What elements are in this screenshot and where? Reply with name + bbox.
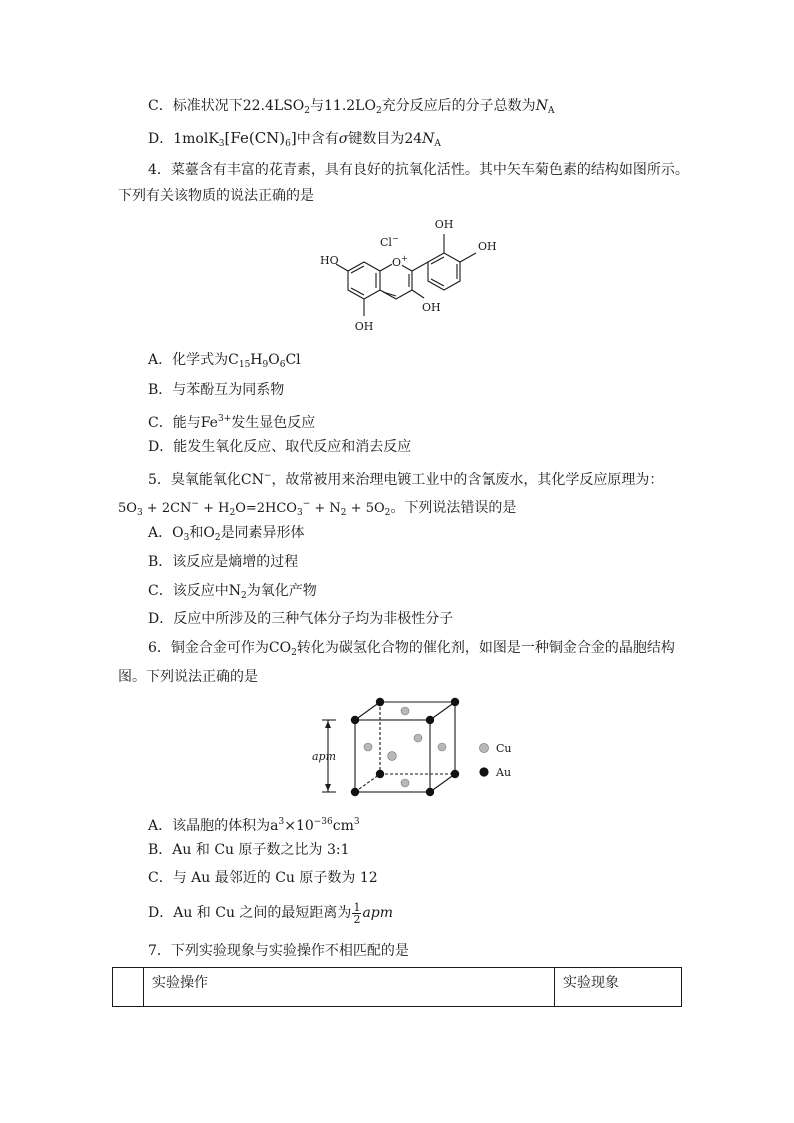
cu-atom-back	[414, 734, 422, 742]
q6-option-a: A．该晶胞的体积为$a^3\times 10^{-36}cm^3$	[148, 817, 360, 834]
au-atom	[376, 770, 384, 778]
q4-option-a: A．化学式为$C_{15}H_9O_6Cl$	[148, 352, 301, 370]
au-atom	[426, 788, 434, 796]
q5-equation: $5O_3 + 2CN^- + H_2O=2HCO_3^- + N_2 + 5O_2$。下列说法错误的是	[118, 499, 517, 518]
header-operation-cell: 实验操作	[144, 968, 555, 1007]
edge-length-label: apm	[312, 750, 337, 763]
header-index-cell	[113, 968, 144, 1007]
oh-mid: OH	[422, 301, 441, 314]
cu-atom-top	[401, 707, 409, 715]
au-atom	[451, 698, 459, 706]
q4-stem-line2: 下列有关该物质的说法正确的是	[118, 188, 314, 204]
chloride-label: Cl−	[380, 234, 399, 249]
cu-atom-left	[364, 743, 372, 751]
q3-option-c: C．标准状况下$22.4LSO_2$与$11.2LO_2$充分反应后的分子总数为$N_A$	[148, 98, 555, 116]
q4-option-c: C．能与$Fe^{3+}$发生显色反应	[148, 414, 316, 431]
au-atom	[426, 716, 434, 724]
q5-option-d: D．反应中所涉及的三种气体分子均为非极性分子	[148, 611, 454, 627]
one-half-fraction: $\frac{1}{2}$	[353, 900, 361, 926]
legend-cu-label: Cu	[496, 742, 512, 755]
q5-option-a: A．$O_3$和$O_2$是同素异形体	[148, 525, 305, 543]
table-header-row	[113, 968, 682, 1007]
q6-option-b: B．Au 和 Cu 原子数之比为 3:1	[148, 842, 350, 858]
cu-atom-bottom	[401, 779, 409, 787]
q6-stem-line2: 图。下列说法正确的是	[118, 669, 258, 685]
cyanidin-structure	[314, 208, 514, 344]
cu-atom-front	[388, 752, 397, 761]
q4-option-d: D．能发生氧化反应、取代反应和消去反应	[148, 439, 412, 455]
q7-experiment-table	[112, 967, 682, 1007]
q6-stem: 6．铜金合金可作为$CO_2$转化为碳氢化合物的催化剂，如图是一种铜金合金的晶胞结构	[148, 640, 675, 658]
q3-option-d: D．$1molK_3[Fe(CN)_6]$中含有σ键数目为$24N_A$	[148, 129, 441, 149]
q5-option-b: B．该反应是熵增的过程	[148, 554, 299, 570]
q6-option-d: D．Au 和 Cu 之间的最短距离为 $\frac{1}{2}$ apm	[148, 900, 394, 926]
q7-stem: 7．下列实验现象与实验操作不相匹配的是	[148, 943, 409, 959]
cu-atom-right	[438, 743, 446, 751]
au-atom	[351, 716, 359, 724]
oh-top: OH	[434, 218, 454, 231]
au-atom	[376, 698, 384, 706]
legend-au-label: Au	[496, 766, 512, 779]
q4-stem-line1: 4．菜薹含有丰富的花青素，具有良好的抗氧化活性。其中矢车菊色素的结构如图所示。	[148, 162, 689, 178]
q5-option-c: C．该反应中$N_2$为氧化产物	[148, 583, 317, 601]
q4-option-b: B．与苯酚互为同系物	[148, 382, 285, 398]
ho-left: HO	[320, 254, 339, 267]
legend-cu-swatch	[479, 743, 488, 752]
oh-right: OH	[478, 240, 497, 253]
crystal-cell-figure	[300, 690, 530, 808]
oxonium-label: O+	[392, 254, 408, 269]
au-atom	[351, 788, 359, 796]
au-atom	[451, 770, 459, 778]
q6-option-c: C．与 Au 最邻近的 Cu 原子数为 12	[148, 870, 378, 886]
q5-stem: 5．臭氧能氧化CN−，故常被用来治理电镀工业中的含氰废水，其化学反应原理为：	[148, 471, 664, 488]
header-phenomenon-cell: 实验现象	[555, 968, 682, 1007]
legend-au-swatch	[479, 767, 488, 776]
oh-bottom: OH	[354, 320, 374, 333]
